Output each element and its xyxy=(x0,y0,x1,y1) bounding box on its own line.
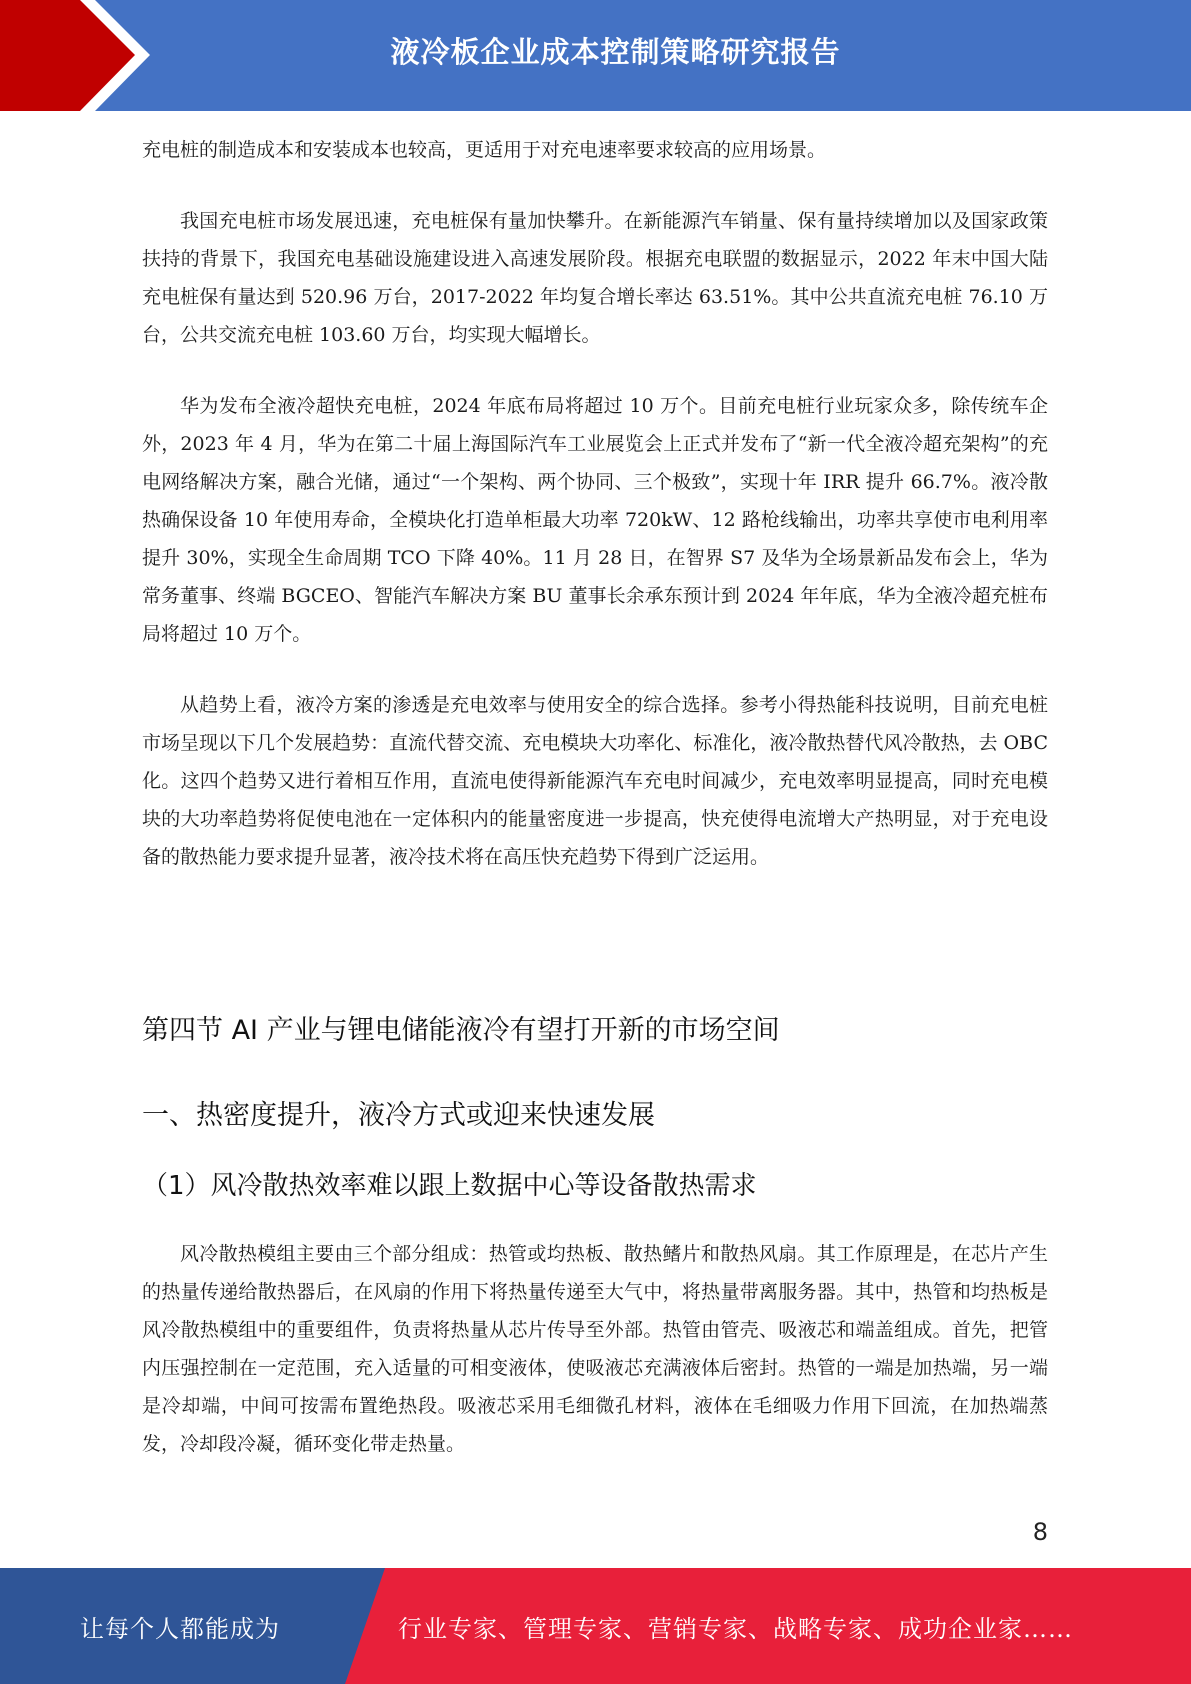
paragraph-trend: 从趋势上看，液冷方案的渗透是充电效率与使用安全的综合选择。参考小得热能科技说明，目前充电桩市场呈现以下几个发展趋势：直流代替交流、充电模块大功率化、标准化，液冷散热替代风冷散热，去 OBC 化。这四个趋势又进行着相互作用，直流电使得新能源汽车充电时间减少，充电效率明显提高，同时充电模块的大功率趋势将促使电池在一定体积内的能量密度进一步提高，快充使得电流增大产热明显，对于充电设备的散热能力要求提升显著，液冷技术将在高压快充趋势下得到广泛运用。 xyxy=(142,694,1048,868)
paragraph-air-cooling: 风冷散热模组主要由三个部分组成：热管或均热板、散热鳍片和散热风扇。其工作原理是，在芯片产生的热量传递给散热器后，在风扇的作用下将热量传递至大气中，将热量带离服务器。其中，热管和均热板是风冷散热模组中的重要组件，负责将热量从芯片传导至外部。热管由管壳、吸液芯和端盖组成。首先，把管内压强控制在一定范围，充入适量的可相变液体，使吸液芯充满液体后密封。热管的一端是加热端，另一端是冷却端，中间可按需布置绝热段。吸液芯采用毛细微孔材料，液体在毛细吸力作用下回流，在加热端蒸发，冷却段冷凝，循环变化带走热量。 xyxy=(142,1243,1048,1455)
paragraph-charging-market: 我国充电桩市场发展迅速，充电桩保有量加快攀升。在新能源汽车销量、保有量持续增加以及国家政策扶持的背景下，我国充电基础设施建设进入高速发展阶段。根据充电联盟的数据显示，2022 年末中国大陆充电桩保有量达到 520.96 万台，2017-2022 年均复合增长率达 63.51%。其中公共直流充电桩 76.10 万台，公共交流充电桩 103.60 万台，均实现大幅增长。 xyxy=(142,210,1048,346)
footer-slogan-left: 让每个人都能成为 xyxy=(80,1614,280,1643)
footer-slogan-right: 行业专家、管理专家、营销专家、战略专家、成功企业家…… xyxy=(398,1614,1073,1643)
paragraph-huawei: 华为发布全液冷超快充电桩，2024 年底布局将超过 10 万个。目前充电桩行业玩家众多，除传统车企外，2023 年 4 月，华为在第二十届上海国际汽车工业展览会上正式并发布了“新一代全液冷超充架构”的充电网络解决方案，融合光储，通过“一个架构、两个协同、三个极致”，实现十年 IRR 提升 66.7%。液冷散热确保设备 10 年使用寿命，全模块化打造单柜最大功率 720kW、12 路枪线输出，功率共享使市电利用率提升 30%，实现全生命周期 TCO 下降 40%。11 月 28 日，在智界 S7 及华为全场景新品发布会上，华为常务董事、终端 BGCEO、智能汽车解决方案 BU 董事长余承东预计到 2024 年年底，华为全液冷超充桩布局将超过 10 万个。 xyxy=(142,395,1048,645)
page-footer xyxy=(0,1568,1191,1684)
heading-level-2: （1）风冷散热效率难以跟上数据中心等设备散热需求 xyxy=(142,1171,757,1201)
page-header xyxy=(0,0,1191,111)
section-content xyxy=(142,1235,1048,1496)
paragraph-continuation: 充电桩的制造成本和安装成本也较高，更适用于对充电速率要求较高的应用场景。 xyxy=(142,139,827,161)
body-content xyxy=(142,131,1048,909)
page-number: 8 xyxy=(1032,1518,1048,1546)
heading-level-1: 一、热密度提升，液冷方式或迎来快速发展 xyxy=(142,1100,655,1131)
chapter-title: 第四节 AI 产业与锂电储能液冷有望打开新的市场空间 xyxy=(142,1015,780,1046)
report-title: 液冷板企业成本控制策略研究报告 xyxy=(390,34,841,69)
